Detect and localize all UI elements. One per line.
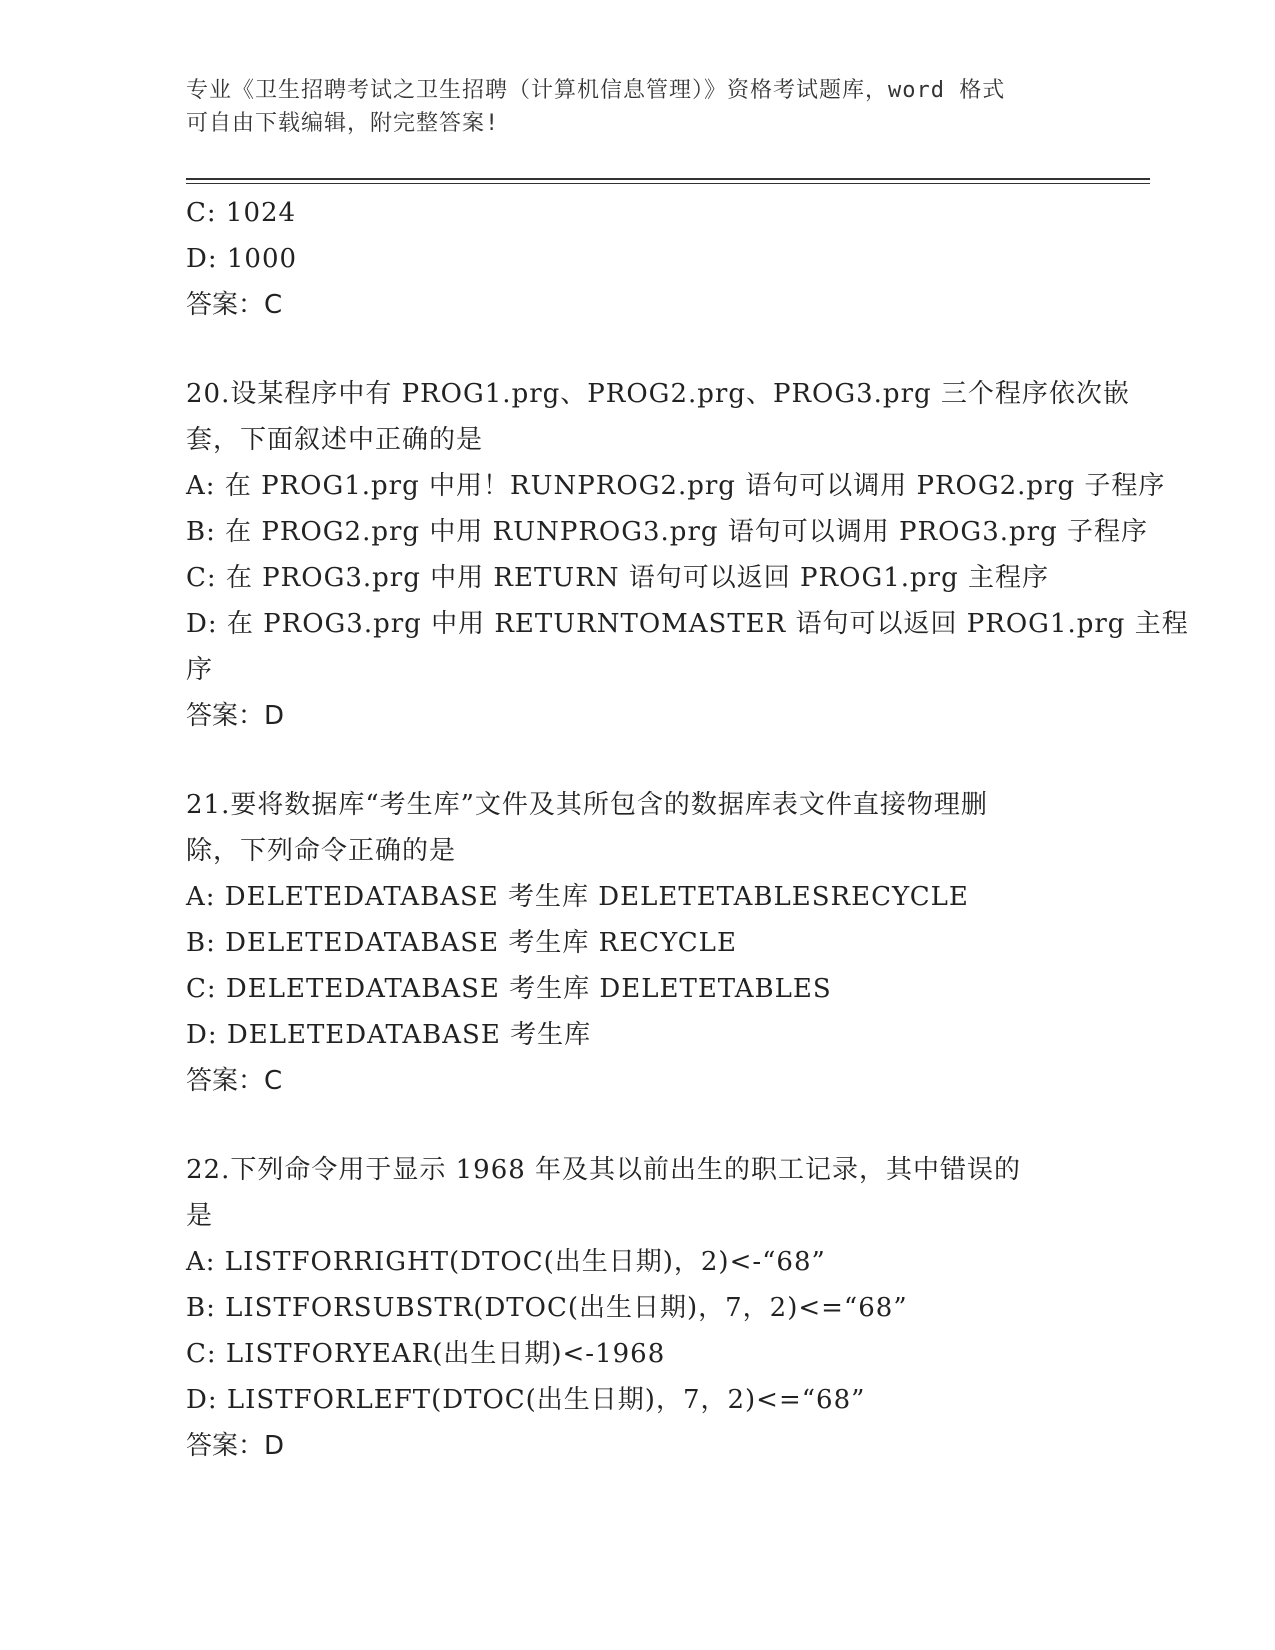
option-d: D: 1000 bbox=[186, 244, 298, 274]
header-rule-thick bbox=[186, 178, 1150, 180]
document-body bbox=[186, 190, 1189, 1469]
answer-line: 答案：D bbox=[186, 701, 285, 731]
option-c: C: LISTFORYEAR(出生日期)<-1968 bbox=[186, 1339, 666, 1369]
header-line-1: 专业《卫生招聘考试之卫生招聘（计算机信息管理）》资格考试题库，word 格式 bbox=[186, 78, 1006, 103]
spacer bbox=[186, 739, 1086, 782]
question-stem: 20.设某程序中有 PROG1.prg、PROG2.prg、PROG3.prg 三个程序依次嵌 bbox=[186, 379, 1130, 409]
answer-line: 答案：D bbox=[186, 1431, 285, 1461]
option-b: B: DELETEDATABASE 考生库 RECYCLE bbox=[186, 928, 737, 958]
option-d: D: DELETEDATABASE 考生库 bbox=[186, 1020, 592, 1050]
question-22 bbox=[186, 1147, 1086, 1469]
option-d: D: LISTFORLEFT(DTOC(出生日期)，7，2)<=“68” bbox=[186, 1385, 866, 1415]
option-b: B: LISTFORSUBSTR(DTOC(出生日期)，7，2)<=“68” bbox=[186, 1293, 908, 1323]
option-a: A: 在 PROG1.prg 中用！RUNPROG2.prg 语句可以调用 PROG2.prg 子程序 bbox=[186, 471, 1166, 501]
question-stem: 22.下列命令用于显示 1968 年及其以前出生的职工记录，其中错误的 bbox=[186, 1155, 1022, 1185]
question-stem-continued: 除，下列命令正确的是 bbox=[186, 836, 457, 866]
document-header bbox=[186, 74, 1066, 140]
answer-line: 答案：C bbox=[186, 290, 283, 320]
option-a: A: DELETEDATABASE 考生库 DELETETABLESRECYCLE bbox=[186, 882, 969, 912]
previous-question-tail bbox=[186, 190, 1086, 328]
option-a: A: LISTFORRIGHT(DTOC(出生日期)，2)<-“68” bbox=[186, 1247, 826, 1277]
answer-line: 答案：C bbox=[186, 1066, 283, 1096]
option-d: D: 在 PROG3.prg 中用 RETURNTOMASTER 语句可以返回 PROG1.prg 主程 bbox=[186, 609, 1189, 639]
option-c: C: DELETEDATABASE 考生库 DELETETABLES bbox=[186, 974, 832, 1004]
spacer bbox=[186, 328, 1086, 371]
header-rule-thin bbox=[186, 183, 1150, 184]
question-21 bbox=[186, 782, 1086, 1104]
option-b: B: 在 PROG2.prg 中用 RUNPROG3.prg 语句可以调用 PROG3.prg 子程序 bbox=[186, 517, 1148, 547]
question-stem-continued: 是 bbox=[186, 1201, 214, 1231]
spacer bbox=[186, 1104, 1086, 1147]
option-c: C: 1024 bbox=[186, 198, 297, 228]
option-d-continued: 序 bbox=[186, 655, 214, 685]
question-stem-continued: 套，下面叙述中正确的是 bbox=[186, 425, 484, 455]
header-line-2: 可自由下载编辑，附完整答案! bbox=[186, 111, 500, 136]
option-c: C: 在 PROG3.prg 中用 RETURN 语句可以返回 PROG1.prg 主程序 bbox=[186, 563, 1049, 593]
question-20 bbox=[186, 371, 1189, 739]
question-stem: 21.要将数据库“考生库”文件及其所包含的数据库表文件直接物理删 bbox=[186, 790, 988, 820]
